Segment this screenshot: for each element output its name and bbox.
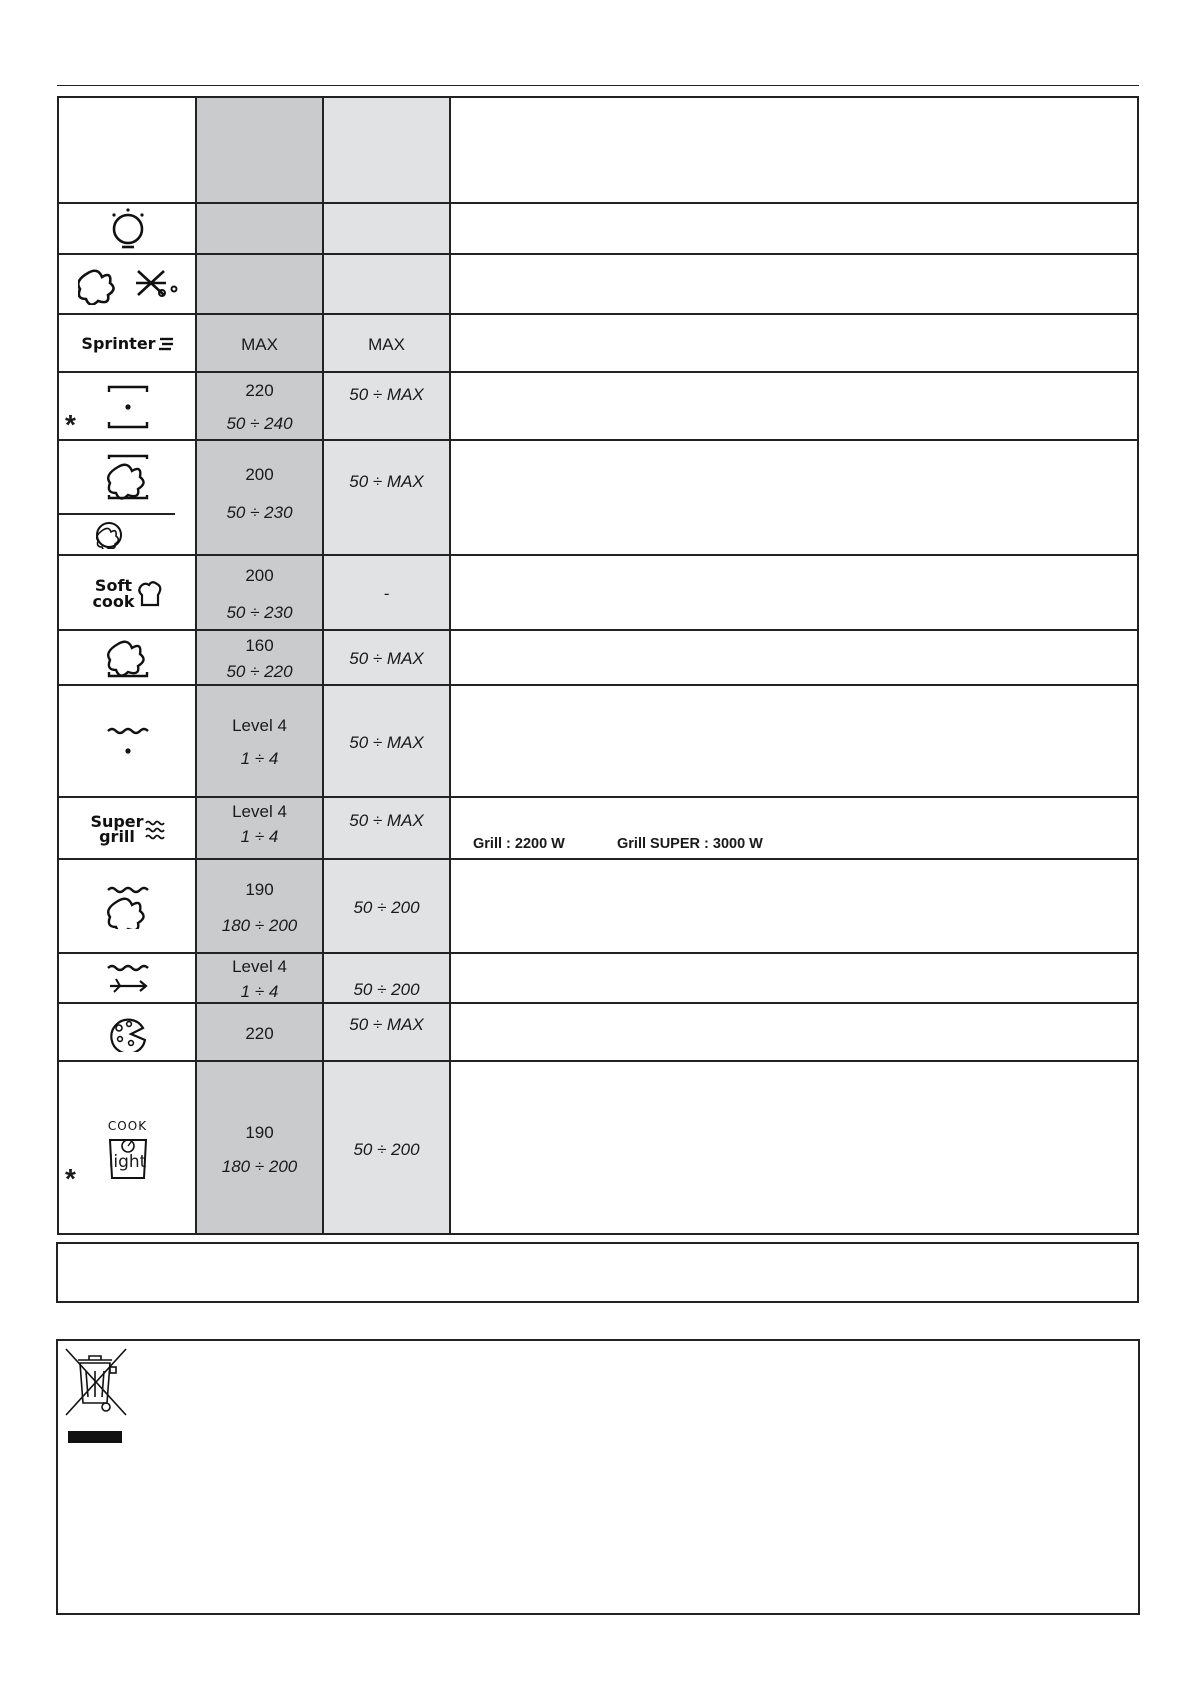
power-value: - [383,584,390,603]
table-row [59,371,1137,441]
sprinter-icon: Sprinter [81,334,156,353]
power-value: 50 ÷ 200 [353,1140,420,1159]
temp-default: 190 [245,879,274,899]
table-row [59,858,1137,954]
power-value: 50 ÷ 200 [353,897,420,917]
fan-grill-icon [59,860,196,954]
crossed-bin-icon [62,1347,128,1448]
temp-default: 220 [245,1023,274,1043]
pizza-icon [59,1004,196,1062]
footnote-star: * [65,409,76,440]
table-header-row [59,98,1137,202]
table-row [59,253,1137,315]
table-row [59,796,1137,860]
power-value: 50 ÷ MAX [349,1015,424,1034]
weee-notice-box [56,1339,1140,1615]
rotisserie-icon [59,954,196,1004]
soft-cook-icon: Soft cook [59,556,196,631]
temp-default: 190 [245,1123,274,1142]
temp-range: 50 ÷ 230 [226,503,293,522]
table-row [59,439,1137,556]
table-row [59,554,1137,631]
top-bottom-heat-icon [59,373,196,441]
footnote-star: * [65,1163,76,1194]
power-value: 50 ÷ MAX [349,732,424,752]
temp-range: 1 ÷ 4 [240,982,279,1001]
temp-default: 200 [245,465,274,484]
temp-default: 220 [245,381,274,400]
top-rule [57,85,1139,86]
table-row [59,952,1137,1004]
oven-lamp-icon [59,204,196,255]
super-grill-icon: Super grill [59,798,196,860]
power-value: 50 ÷ MAX [349,385,424,404]
temp-default: Level 4 [232,957,287,976]
grill-power-note: Grill : 2200 W [473,836,565,852]
temp-range: 180 ÷ 200 [221,1157,298,1176]
note-box [56,1242,1139,1303]
temp-range: 50 ÷ 240 [226,414,293,433]
table-row [59,629,1137,686]
power-value: 50 ÷ MAX [349,811,424,830]
table-row [59,1060,1137,1237]
table-row [59,202,1137,255]
super-grill-power-note: Grill SUPER : 3000 W [617,836,763,852]
temp-default: Level 4 [232,802,287,821]
temp-default: MAX [241,334,278,354]
table-row [59,684,1137,798]
table-row [59,1002,1137,1062]
power-value: MAX [368,334,405,354]
temp-range: 1 ÷ 4 [240,827,279,846]
power-value: 50 ÷ MAX [349,472,424,491]
fan-defrost-icon [59,255,196,315]
temp-default: Level 4 [232,716,287,735]
fan-box-icon [59,441,196,513]
fan-small-icon [59,515,159,555]
power-value: 50 ÷ 200 [353,980,420,999]
grill-icon [59,686,196,798]
power-value: 50 ÷ MAX [349,649,424,668]
fan-bottom-icon [59,631,196,686]
temp-range: 50 ÷ 230 [226,602,293,622]
temp-default: 160 [245,636,274,655]
temp-range: 1 ÷ 4 [240,749,279,768]
cook-light-icon: COOK light [59,1062,196,1237]
cooking-functions-table [57,96,1139,1235]
table-row [59,313,1137,373]
temp-range: 180 ÷ 200 [221,915,298,935]
temp-default: 200 [245,565,274,585]
temp-range: 50 ÷ 220 [226,662,293,681]
